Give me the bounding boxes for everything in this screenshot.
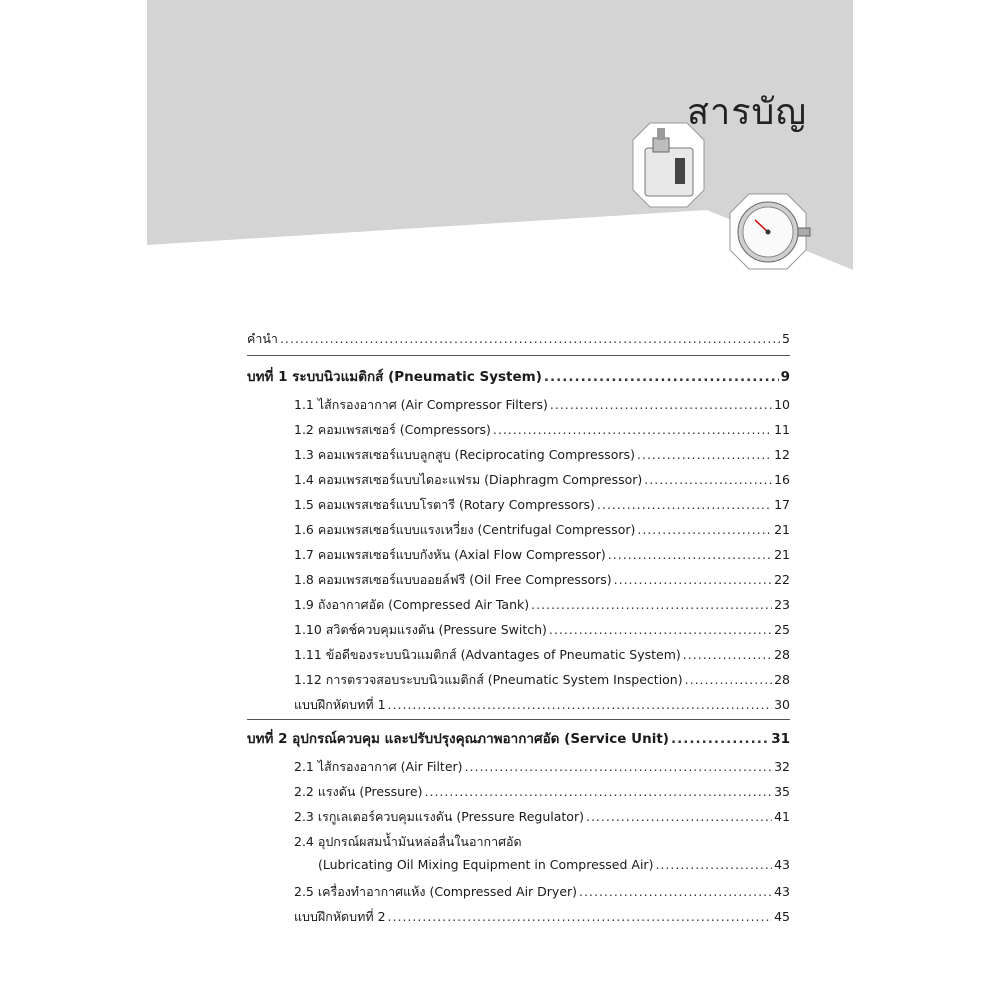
toc-label: 1.11 ข้อดีของระบบนิวแมติกส์ (Advantages of Pneumatic System) bbox=[294, 647, 681, 662]
leader-dots bbox=[671, 731, 769, 747]
toc-page: 5 bbox=[782, 331, 790, 346]
toc-entry bbox=[294, 395, 790, 415]
toc-label: 2.5 เครื่องทำอากาศแห้ง (Compressed Air Dryer) bbox=[294, 884, 578, 899]
toc-chapter-2 bbox=[247, 727, 790, 749]
toc-page: 28 bbox=[774, 672, 790, 687]
section-divider bbox=[247, 355, 790, 356]
toc-entry bbox=[294, 520, 790, 540]
toc-page: 11 bbox=[774, 422, 790, 437]
toc-page: 12 bbox=[774, 447, 790, 462]
toc-label: บทที่ 2 อุปกรณ์ควบคุม และปรับปรุงคุณภาพอากาศอัด (Service Unit) bbox=[247, 731, 669, 747]
toc-page: 21 bbox=[774, 547, 790, 562]
leader-dots bbox=[550, 397, 772, 412]
toc-label: บทที่ 1 ระบบนิวแมติกส์ (Pneumatic System) bbox=[247, 369, 542, 385]
leader-dots bbox=[644, 472, 772, 487]
toc-label: 1.6 คอมเพรสเซอร์แบบแรงเหวี่ยง (Centrifugal Compressor) bbox=[294, 522, 636, 537]
toc-page: 10 bbox=[774, 397, 790, 412]
toc-label: (Lubricating Oil Mixing Equipment in Compressed Air) bbox=[318, 857, 654, 872]
toc-entry bbox=[294, 832, 790, 852]
leader-dots bbox=[531, 597, 772, 612]
toc-label: 2.2 แรงดัน (Pressure) bbox=[294, 784, 423, 799]
toc-entry bbox=[294, 807, 790, 827]
toc-page: 22 bbox=[774, 572, 790, 587]
toc-label: 1.1 ไส้กรองอากาศ (Air Compressor Filters) bbox=[294, 397, 548, 412]
section-divider bbox=[247, 719, 790, 720]
toc-page: 32 bbox=[774, 759, 790, 774]
page-title: สารบัญ bbox=[687, 92, 808, 133]
toc-page: 16 bbox=[774, 472, 790, 487]
toc-page: 45 bbox=[774, 909, 790, 924]
toc-entry bbox=[294, 470, 790, 490]
toc-label: 1.9 ถังอากาศอัด (Compressed Air Tank) bbox=[294, 597, 530, 612]
toc-label: 1.12 การตรวจสอบระบบนิวแมติกส์ (Pneumatic System Inspection) bbox=[294, 672, 683, 687]
toc-label: 1.5 คอมเพรสเซอร์แบบโรตารี (Rotary Compressors) bbox=[294, 497, 595, 512]
toc-entry bbox=[318, 857, 790, 872]
leader-dots bbox=[388, 697, 773, 712]
leader-dots bbox=[425, 784, 773, 799]
toc-label: 1.2 คอมเพรสเซอร์ (Compressors) bbox=[294, 422, 491, 437]
leader-dots bbox=[493, 422, 772, 437]
toc-label: 2.3 เรกูเลเตอร์ควบคุมแรงดัน (Pressure Regulator) bbox=[294, 809, 584, 824]
leader-dots bbox=[597, 497, 772, 512]
toc-page: 43 bbox=[774, 857, 790, 872]
toc-entry bbox=[294, 445, 790, 465]
toc-page: 17 bbox=[774, 497, 790, 512]
leader-dots bbox=[579, 884, 772, 899]
toc-entry bbox=[294, 420, 790, 440]
toc-entry bbox=[294, 620, 790, 640]
leader-dots bbox=[608, 547, 772, 562]
toc-page: 31 bbox=[771, 731, 790, 747]
toc-chapter-1 bbox=[247, 365, 790, 387]
pressure-gauge-image bbox=[730, 194, 810, 269]
toc-page: 35 bbox=[774, 784, 790, 799]
toc-entry bbox=[294, 757, 790, 777]
toc-entry-exercise-2 bbox=[294, 907, 790, 927]
leader-dots bbox=[655, 857, 772, 872]
toc-entry bbox=[294, 882, 790, 902]
toc-entry bbox=[294, 570, 790, 590]
leader-dots bbox=[544, 369, 779, 385]
toc-label: 1.10 สวิตช์ควบคุมแรงดัน (Pressure Switch) bbox=[294, 622, 547, 637]
toc-label: 1.4 คอมเพรสเซอร์แบบไดอะแฟรม (Diaphragm Compressor) bbox=[294, 472, 643, 487]
leader-dots bbox=[637, 522, 772, 537]
toc-entry bbox=[294, 595, 790, 615]
toc-page: 43 bbox=[774, 884, 790, 899]
toc-label: 1.3 คอมเพรสเซอร์แบบลูกสูบ (Reciprocating Compressors) bbox=[294, 447, 635, 462]
leader-dots bbox=[388, 909, 773, 924]
toc-label: 1.8 คอมเพรสเซอร์แบบออยล์ฟรี (Oil Free Compressors) bbox=[294, 572, 612, 587]
toc-page: 9 bbox=[780, 369, 790, 385]
leader-dots bbox=[549, 622, 772, 637]
toc-entry-exercise-1 bbox=[294, 695, 790, 715]
toc-entry bbox=[294, 545, 790, 565]
toc-label: แบบฝึกหัดบทที่ 2 bbox=[294, 909, 386, 924]
leader-dots bbox=[614, 572, 772, 587]
toc-entry bbox=[294, 670, 790, 690]
toc-entry-preface bbox=[247, 329, 790, 349]
book-page bbox=[147, 0, 853, 1000]
toc-entry bbox=[294, 782, 790, 802]
toc-entry bbox=[294, 495, 790, 515]
leader-dots bbox=[586, 809, 772, 824]
toc-label: 2.4 อุปกรณ์ผสมน้ำมันหล่อลื่นในอากาศอัด bbox=[294, 834, 522, 849]
leader-dots bbox=[465, 759, 773, 774]
toc-page: 25 bbox=[774, 622, 790, 637]
toc-page: 21 bbox=[774, 522, 790, 537]
toc-page: 41 bbox=[774, 809, 790, 824]
toc-label: 2.1 ไส้กรองอากาศ (Air Filter) bbox=[294, 759, 463, 774]
leader-dots bbox=[685, 672, 772, 687]
leader-dots bbox=[683, 647, 772, 662]
toc-page: 23 bbox=[774, 597, 790, 612]
leader-dots bbox=[637, 447, 772, 462]
toc-label: 1.7 คอมเพรสเซอร์แบบกังหัน (Axial Flow Compressor) bbox=[294, 547, 606, 562]
toc-page: 28 bbox=[774, 647, 790, 662]
leader-dots bbox=[280, 331, 780, 346]
toc-label: แบบฝึกหัดบทที่ 1 bbox=[294, 697, 386, 712]
toc-entry bbox=[294, 645, 790, 665]
toc-page: 30 bbox=[774, 697, 790, 712]
toc-label: คำนำ bbox=[247, 331, 278, 346]
